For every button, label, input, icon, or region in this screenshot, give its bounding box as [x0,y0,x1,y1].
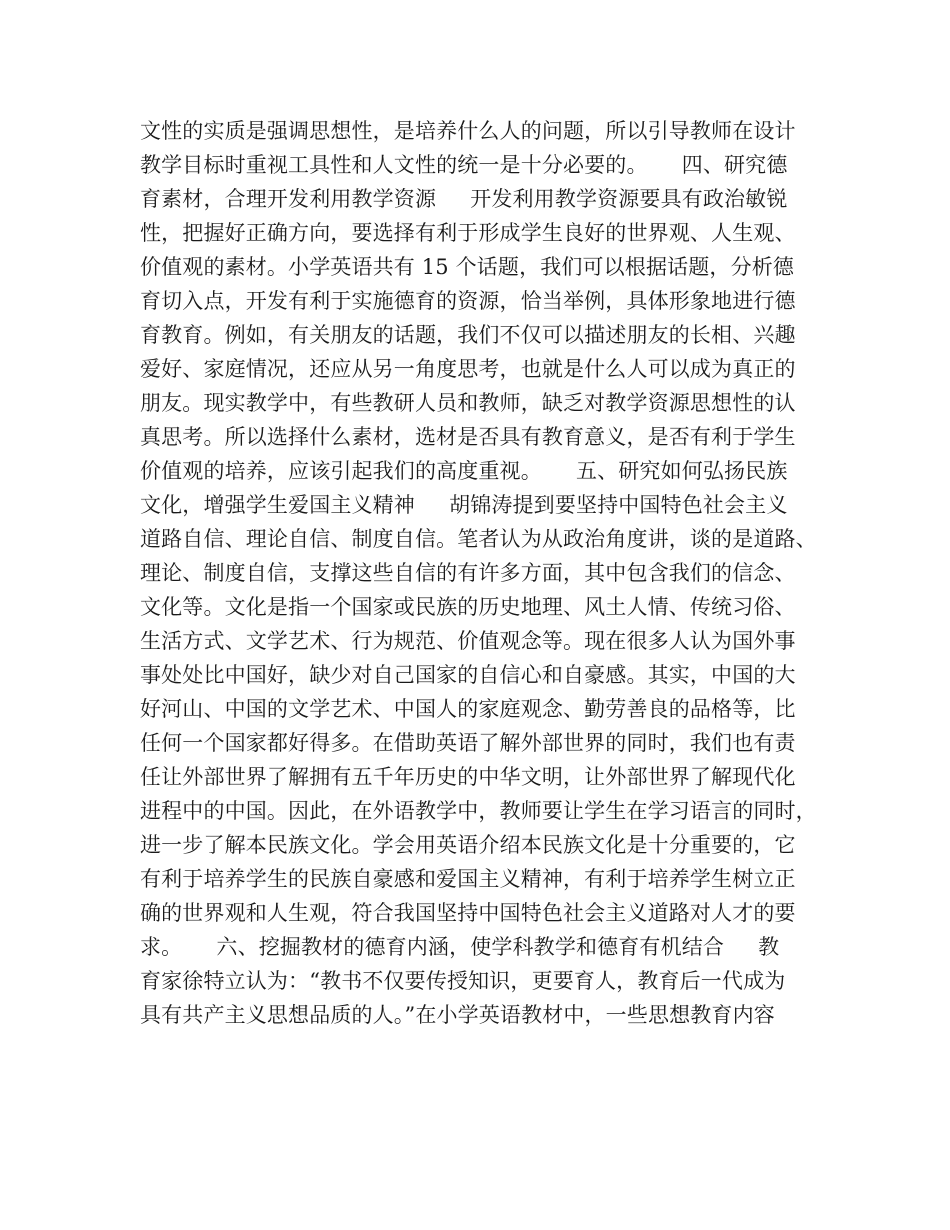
text-line: 道路自信、理论自信、制度自信。笔者认为从政治角度讲，谈的是道路、 [140,527,817,551]
text-line: 朋友。现实教学中，有些教研人员和教师，缺乏对教学资源思想性的认 [140,391,796,415]
body-text [140,114,830,1032]
text-line: 育教育。例如，有关朋友的话题，我们不仅可以描述朋友的长相、兴趣 [140,323,796,347]
text-line: 育切入点，开发有利于实施德育的资源，恰当举例，具体形象地进行德 [140,289,796,313]
text-line: 求。 六、挖掘教材的德育内涵，使学科教学和德育有机结合 教 [140,935,780,959]
text-line: 有利于培养学生的民族自豪感和爱国主义精神，有利于培养学生树立正 [140,867,796,891]
text-line: 文化，增强学生爱国主义精神 胡锦涛提到要坚持中国特色社会主义 [140,493,788,517]
text-line: 理论、制度自信，支撑这些自信的有许多方面，其中包含我们的信念、 [140,561,796,585]
text-line: 好河山、中国的文学艺术、中国人的家庭观念、勤劳善良的品格等，比 [140,697,796,721]
text-line: 进程中的中国。因此，在外语教学中，教师要让学生在学习语言的同时， [140,799,817,823]
text-line: 具有共产主义思想品质的人。”在小学英语教材中，一些思想教育内容 [140,1003,775,1027]
text-line: 育素材，合理开发利用教学资源 开发利用教学资源要具有政治敏锐 [140,187,788,211]
text-line: 真思考。所以选择什么素材，选材是否具有教育意义，是否有利于学生 [140,425,796,449]
text-line: 育家徐特立认为：“教书不仅要传授知识，更要育人，教育后一代成为 [140,969,786,993]
text-line: 进一步了解本民族文化。学会用英语介绍本民族文化是十分重要的，它 [140,833,796,857]
text-line: 爱好、家庭情况，还应从另一角度思考，也就是什么人可以成为真正的 [140,357,796,381]
text-line: 文性的实质是强调思想性，是培养什么人的问题，所以引导教师在设计 [140,119,796,143]
text-line: 文化等。文化是指一个国家或民族的历史地理、风土人情、传统习俗、 [140,595,796,619]
text-line: 价值观的培养，应该引起我们的高度重视。 五、研究如何弘扬民族 [140,459,788,483]
text-line: 生活方式、文学艺术、行为规范、价值观念等。现在很多人认为国外事 [140,629,796,653]
text-line: 性，把握好正确方向，要选择有利于形成学生良好的世界观、人生观、 [140,221,796,245]
text-line: 任何一个国家都好得多。在借助英语了解外部世界的同时，我们也有责 [140,731,796,755]
text-line: 教学目标时重视工具性和人文性的统一是十分必要的。 四、研究德 [140,153,788,177]
text-line: 确的世界观和人生观，符合我国坚持中国特色社会主义道路对人才的要 [140,901,796,925]
text-line: 价值观的素材。小学英语共有 15 个话题，我们可以根据话题，分析德 [140,255,795,279]
text-line: 任让外部世界了解拥有五千年历史的中华文明，让外部世界了解现代化 [140,765,796,789]
text-line: 事处处比中国好，缺少对自己国家的自信心和自豪感。其实，中国的大 [140,663,796,687]
